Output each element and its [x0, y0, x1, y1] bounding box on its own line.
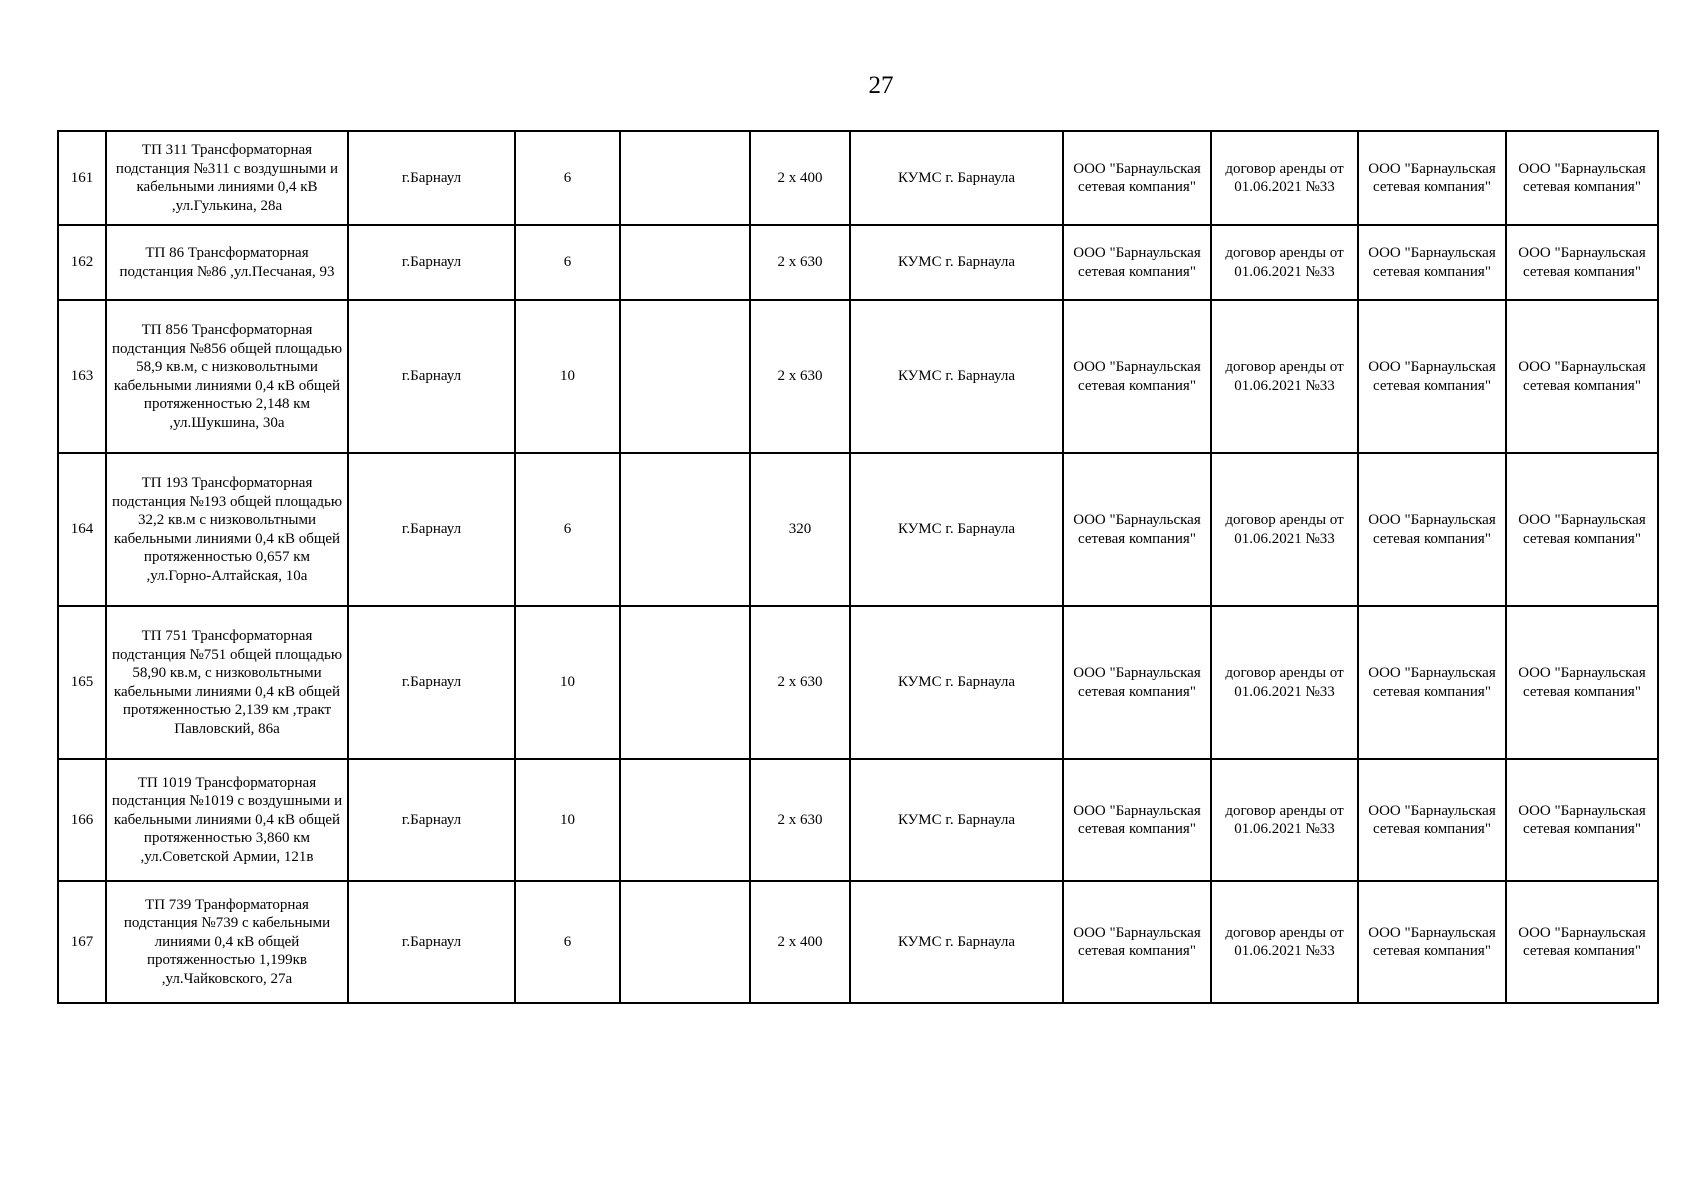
operator-cell: ООО "Барнаульская сетевая компания" [1358, 453, 1506, 606]
user-cell: ООО "Барнаульская сетевая компания" [1506, 606, 1658, 759]
city-cell: г.Барнаул [348, 453, 515, 606]
empty-cell [620, 131, 750, 225]
empty-cell [620, 300, 750, 453]
object-name-cell: ТП 1019 Трансформаторная подстанция №1019 с воздушными и кабельными линиями 0,4 кВ общей протяженностью 3,860 км ,ул.Советской Армии, 121в [106, 759, 348, 881]
power-cell: 2 х 630 [750, 225, 850, 300]
object-name-cell: ТП 311 Трансформаторная подстанция №311 с воздушными и кабельными линиями 0,4 кВ ,ул.Гулькина, 28а [106, 131, 348, 225]
object-name-cell: ТП 751 Трансформаторная подстанция №751 общей площадью 58,90 кв.м, с низковольтными кабельными линиями 0,4 кВ общей протяженностью 2,139 км ,тракт Павловский, 86а [106, 606, 348, 759]
power-cell: 2 х 630 [750, 300, 850, 453]
user-cell: ООО "Барнаульская сетевая компания" [1506, 881, 1658, 1003]
property-registry-table [57, 130, 1659, 1004]
basis-cell: договор аренды от 01.06.2021 №33 [1211, 881, 1358, 1003]
city-cell: г.Барнаул [348, 881, 515, 1003]
holder-cell: ООО "Барнаульская сетевая компания" [1063, 453, 1211, 606]
operator-cell: ООО "Барнаульская сетевая компания" [1358, 606, 1506, 759]
power-cell: 320 [750, 453, 850, 606]
city-cell: г.Барнаул [348, 225, 515, 300]
holder-cell: ООО "Барнаульская сетевая компания" [1063, 300, 1211, 453]
owner-cell: КУМС г. Барнаула [850, 131, 1063, 225]
basis-cell: договор аренды от 01.06.2021 №33 [1211, 131, 1358, 225]
table-row [58, 300, 1658, 453]
user-cell: ООО "Барнаульская сетевая компания" [1506, 759, 1658, 881]
basis-cell: договор аренды от 01.06.2021 №33 [1211, 225, 1358, 300]
empty-cell [620, 759, 750, 881]
object-name-cell: ТП 86 Трансформаторная подстанция №86 ,ул.Песчаная, 93 [106, 225, 348, 300]
object-name-cell: ТП 739 Транформаторная подстанция №739 с кабельными линиями 0,4 кВ общей протяженностью 1,199кв ,ул.Чайковского, 27а [106, 881, 348, 1003]
user-cell: ООО "Барнаульская сетевая компания" [1506, 131, 1658, 225]
city-cell: г.Барнаул [348, 300, 515, 453]
voltage-cell: 10 [515, 300, 620, 453]
user-cell: ООО "Барнаульская сетевая компания" [1506, 453, 1658, 606]
basis-cell: договор аренды от 01.06.2021 №33 [1211, 300, 1358, 453]
table-row [58, 606, 1658, 759]
empty-cell [620, 453, 750, 606]
row-number-cell: 161 [58, 131, 106, 225]
holder-cell: ООО "Барнаульская сетевая компания" [1063, 881, 1211, 1003]
voltage-cell: 10 [515, 606, 620, 759]
table-row [58, 453, 1658, 606]
owner-cell: КУМС г. Барнаула [850, 300, 1063, 453]
city-cell: г.Барнаул [348, 759, 515, 881]
voltage-cell: 6 [515, 225, 620, 300]
empty-cell [620, 881, 750, 1003]
table-row [58, 881, 1658, 1003]
owner-cell: КУМС г. Барнаула [850, 759, 1063, 881]
basis-cell: договор аренды от 01.06.2021 №33 [1211, 606, 1358, 759]
basis-cell: договор аренды от 01.06.2021 №33 [1211, 759, 1358, 881]
operator-cell: ООО "Барнаульская сетевая компания" [1358, 881, 1506, 1003]
holder-cell: ООО "Барнаульская сетевая компания" [1063, 759, 1211, 881]
city-cell: г.Барнаул [348, 606, 515, 759]
owner-cell: КУМС г. Барнаула [850, 225, 1063, 300]
owner-cell: КУМС г. Барнаула [850, 881, 1063, 1003]
holder-cell: ООО "Барнаульская сетевая компания" [1063, 606, 1211, 759]
row-number-cell: 164 [58, 453, 106, 606]
page-number: 27 [868, 72, 894, 99]
user-cell: ООО "Барнаульская сетевая компания" [1506, 225, 1658, 300]
row-number-cell: 162 [58, 225, 106, 300]
empty-cell [620, 225, 750, 300]
user-cell: ООО "Барнаульская сетевая компания" [1506, 300, 1658, 453]
object-name-cell: ТП 856 Трансформаторная подстанция №856 общей площадью 58,9 кв.м, с низковольтными кабельными линиями 0,4 кВ общей протяженностью 2,148 км ,ул.Шукшина, 30а [106, 300, 348, 453]
holder-cell: ООО "Барнаульская сетевая компания" [1063, 225, 1211, 300]
table-row [58, 759, 1658, 881]
power-cell: 2 х 630 [750, 759, 850, 881]
voltage-cell: 6 [515, 881, 620, 1003]
table-row [58, 225, 1658, 300]
power-cell: 2 х 400 [750, 881, 850, 1003]
power-cell: 2 х 400 [750, 131, 850, 225]
operator-cell: ООО "Барнаульская сетевая компания" [1358, 131, 1506, 225]
operator-cell: ООО "Барнаульская сетевая компания" [1358, 300, 1506, 453]
voltage-cell: 10 [515, 759, 620, 881]
row-number-cell: 165 [58, 606, 106, 759]
basis-cell: договор аренды от 01.06.2021 №33 [1211, 453, 1358, 606]
row-number-cell: 166 [58, 759, 106, 881]
holder-cell: ООО "Барнаульская сетевая компания" [1063, 131, 1211, 225]
city-cell: г.Барнаул [348, 131, 515, 225]
empty-cell [620, 606, 750, 759]
owner-cell: КУМС г. Барнаула [850, 606, 1063, 759]
operator-cell: ООО "Барнаульская сетевая компания" [1358, 759, 1506, 881]
voltage-cell: 6 [515, 453, 620, 606]
voltage-cell: 6 [515, 131, 620, 225]
object-name-cell: ТП 193 Трансформаторная подстанция №193 общей площадью 32,2 кв.м с низковольтными кабельными линиями 0,4 кВ общей протяженностью 0,657 км ,ул.Горно-Алтайская, 10а [106, 453, 348, 606]
owner-cell: КУМС г. Барнаула [850, 453, 1063, 606]
row-number-cell: 167 [58, 881, 106, 1003]
row-number-cell: 163 [58, 300, 106, 453]
table-row [58, 131, 1658, 225]
operator-cell: ООО "Барнаульская сетевая компания" [1358, 225, 1506, 300]
power-cell: 2 х 630 [750, 606, 850, 759]
